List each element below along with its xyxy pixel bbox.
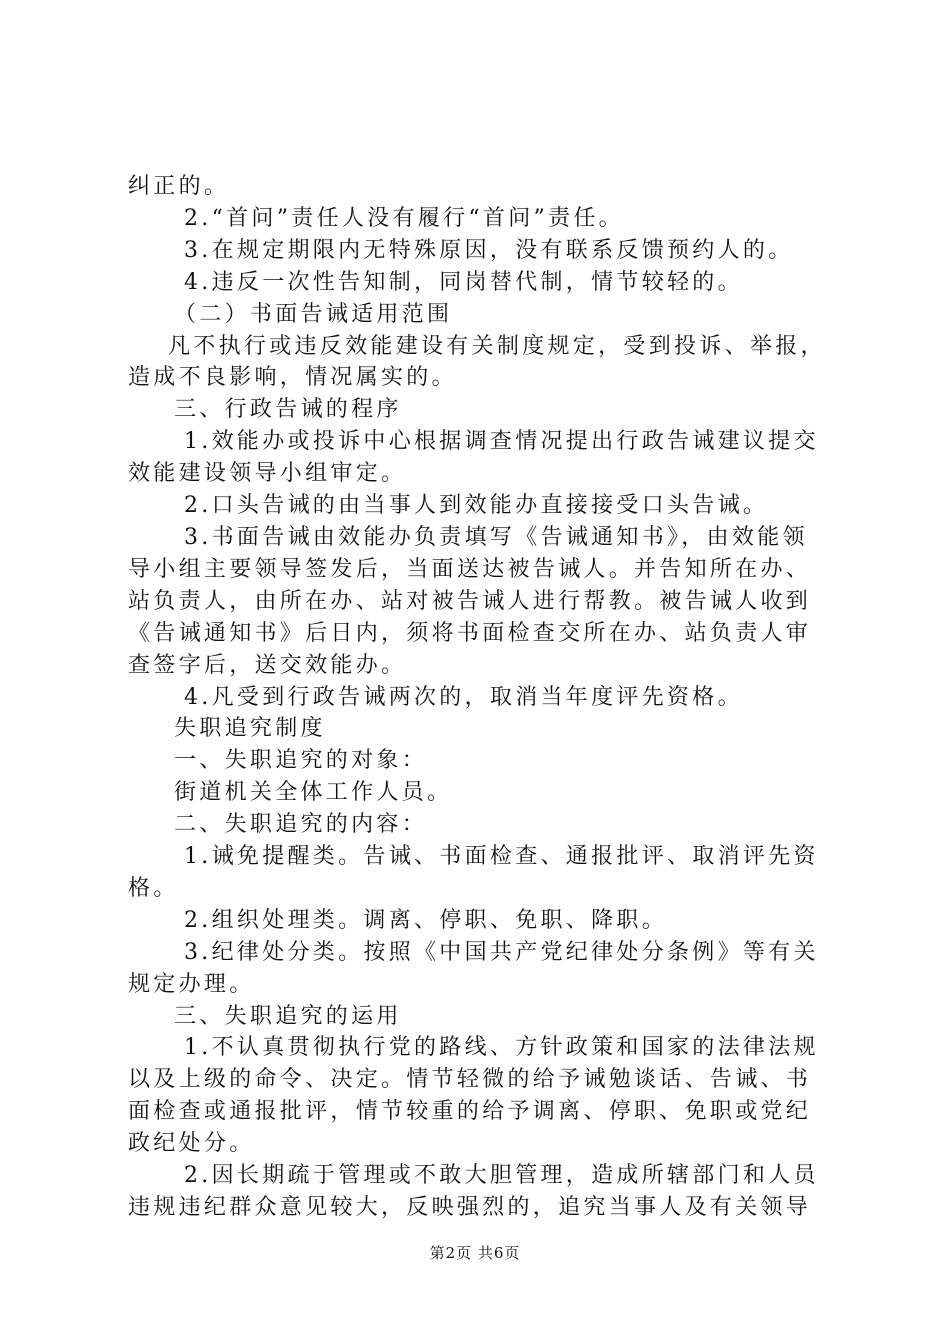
text-line: 1.效能办或投诉中心根据调查情况提出行政告诫建议提交	[184, 429, 819, 455]
text-line: 1.诫免提醒类。告诫、书面检查、通报批评、取消评先资	[184, 844, 819, 870]
text-line: 3.纪律处分类。按照《中国共产党纪律处分条例》等有关	[184, 939, 819, 965]
text-line: （二）书面告诫适用范围	[174, 301, 453, 327]
text-line: 站负责人，由所在办、站对被告诫人进行帮教。被告诫人收到	[128, 588, 812, 614]
text-line: 违规违纪群众意见较大，反映强烈的，追究当事人及有关领导	[128, 1195, 812, 1220]
text-line: 以及上级的命令、决定。情节轻微的给予诫勉谈话、告诫、书	[128, 1067, 812, 1093]
text-line: 街道机关全体工作人员。	[174, 780, 453, 806]
text-line: 2.因长期疏于管理或不敢大胆管理，造成所辖部门和人员	[184, 1163, 819, 1189]
text-line: 3.书面告诫由效能办负责填写《告诫通知书》，由效能领	[184, 524, 808, 550]
text-line: 3.在规定期限内无特殊原因，没有联系反馈预约人的。	[184, 237, 794, 263]
text-line: 凡不执行或违反效能建设有关制度规定，受到投诉、举报，	[168, 333, 826, 359]
text-line: 造成不良影响，情况属实的。	[128, 365, 457, 391]
text-line: 4.违反一次性告知制，同岗替代制，情节较轻的。	[184, 269, 743, 295]
text-line: 导小组主要领导签发后，当面送达被告诫人。并告知所在办、	[128, 556, 812, 582]
text-line: 效能建设领导小组审定。	[128, 461, 407, 487]
text-line: 1.不认真贯彻执行党的路线、方针政策和国家的法律法规	[184, 1035, 819, 1061]
text-line: 三、行政告诫的程序	[174, 397, 402, 423]
text-line: 2.组织处理类。调离、停职、免职、降职。	[184, 907, 667, 933]
text-line: 一、失职追究的对象：	[174, 748, 428, 774]
text-line: 查签字后，送交效能办。	[128, 652, 407, 678]
document-body	[128, 171, 828, 1224]
text-line: 格。	[128, 875, 179, 901]
text-line: 2.“首问”责任人没有履行“首问”责任。	[184, 205, 624, 231]
text-line: 纠正的。	[128, 174, 230, 199]
text-line: 三、失职追究的运用	[174, 1003, 402, 1029]
text-line: 2.口头告诫的由当事人到效能办直接接受口头告诫。	[184, 493, 769, 519]
text-line: 政纪处分。	[128, 1131, 255, 1157]
text-line: 《告诫通知书》后日内，须将书面检查交所在办、站负责人审	[128, 620, 812, 646]
page-footer: 第2页 共6页	[429, 1244, 521, 1262]
text-line: 失职追究制度	[174, 716, 326, 742]
text-line: 4.凡受到行政告诫两次的，取消当年度评先资格。	[184, 684, 743, 710]
text-line: 面检查或通报批评，情节较重的给予调离、停职、免职或党纪	[128, 1099, 812, 1125]
text-line: 二、失职追究的内容：	[174, 812, 428, 838]
text-line: 规定办理。	[128, 971, 255, 997]
